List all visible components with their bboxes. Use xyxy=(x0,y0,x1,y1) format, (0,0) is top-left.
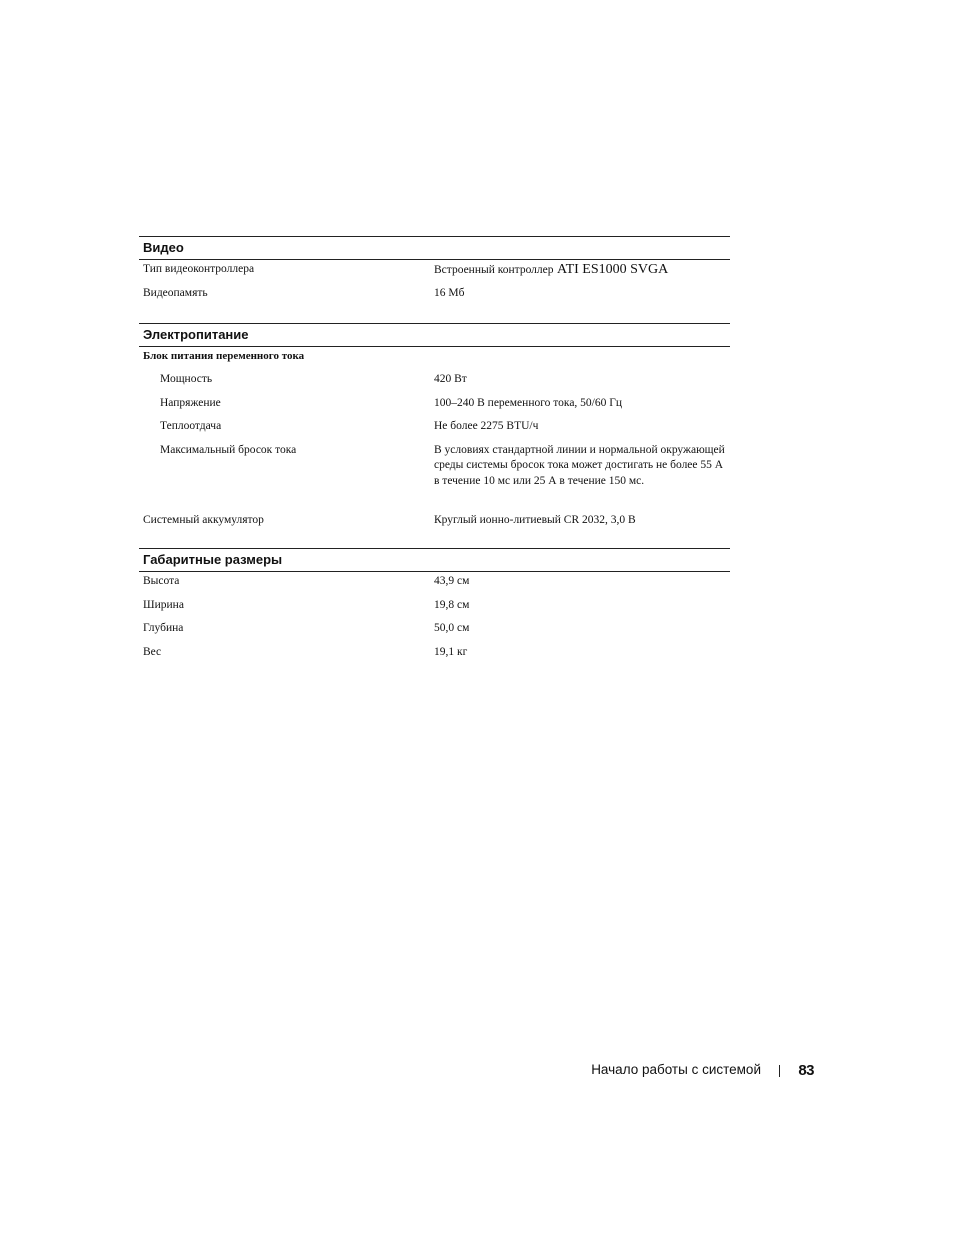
specifications-table xyxy=(139,236,730,668)
power-section xyxy=(139,323,730,548)
row-label: Тип видеоконтроллера xyxy=(143,263,255,275)
row-label: Глубина xyxy=(143,622,184,634)
row-value: 19,1 кг xyxy=(434,645,468,658)
table-row xyxy=(139,621,730,645)
subsection-title: Блок питания переменного тока xyxy=(143,350,305,362)
table-row xyxy=(139,574,730,598)
row-label: Мощность xyxy=(160,373,213,385)
table-row xyxy=(139,645,730,669)
page-number: 83 xyxy=(798,1062,814,1079)
row-value xyxy=(434,262,730,286)
dimensions-section xyxy=(139,548,730,668)
section-title-dimensions: Габаритные размеры xyxy=(139,548,730,572)
video-section xyxy=(139,236,730,323)
row-value-prefix: Встроенный контроллер xyxy=(434,264,554,276)
row-value: 16 Мб xyxy=(434,286,465,299)
row-label: Теплоотдача xyxy=(160,420,222,432)
table-row xyxy=(139,396,730,420)
table-row xyxy=(139,419,730,443)
row-label: Высота xyxy=(143,575,180,587)
table-row xyxy=(139,262,730,286)
table-row xyxy=(139,372,730,396)
table-row xyxy=(139,286,730,310)
row-value-model: ATI ES1000 SVGA xyxy=(557,262,669,277)
footer-separator xyxy=(779,1065,780,1077)
row-label: Системный аккумулятор xyxy=(143,513,264,526)
section-title-video: Видео xyxy=(139,236,730,260)
row-value: 43,9 см xyxy=(434,575,470,587)
row-label: Ширина xyxy=(143,598,184,611)
table-row xyxy=(139,598,730,622)
row-value: 50,0 см xyxy=(434,622,470,634)
row-value: 19,8 см xyxy=(434,598,470,611)
row-value: В условиях стандартной линии и нормальной окружающей среды системы бросок тока может достигать не более 55 А в течение 10 мс или 25 А в течение 150 мс. xyxy=(434,443,725,487)
table-row xyxy=(139,513,730,537)
row-label: Напряжение xyxy=(160,396,221,409)
row-value: 420 Вт xyxy=(434,373,467,385)
row-value: 100–240 В переменного тока, 50/60 Гц xyxy=(434,396,623,409)
section-title-power: Электропитание xyxy=(139,323,730,347)
row-label: Вес xyxy=(143,645,162,658)
row-label: Максимальный бросок тока xyxy=(160,443,297,456)
page-footer xyxy=(0,1062,814,1080)
footer-title: Начало работы с системой xyxy=(591,1062,761,1077)
row-label: Видеопамять xyxy=(143,286,208,299)
table-row xyxy=(139,443,730,513)
row-value: Круглый ионно-литиевый CR 2032, 3,0 В xyxy=(434,513,636,526)
row-value: Не более 2275 BTU/ч xyxy=(434,420,539,432)
